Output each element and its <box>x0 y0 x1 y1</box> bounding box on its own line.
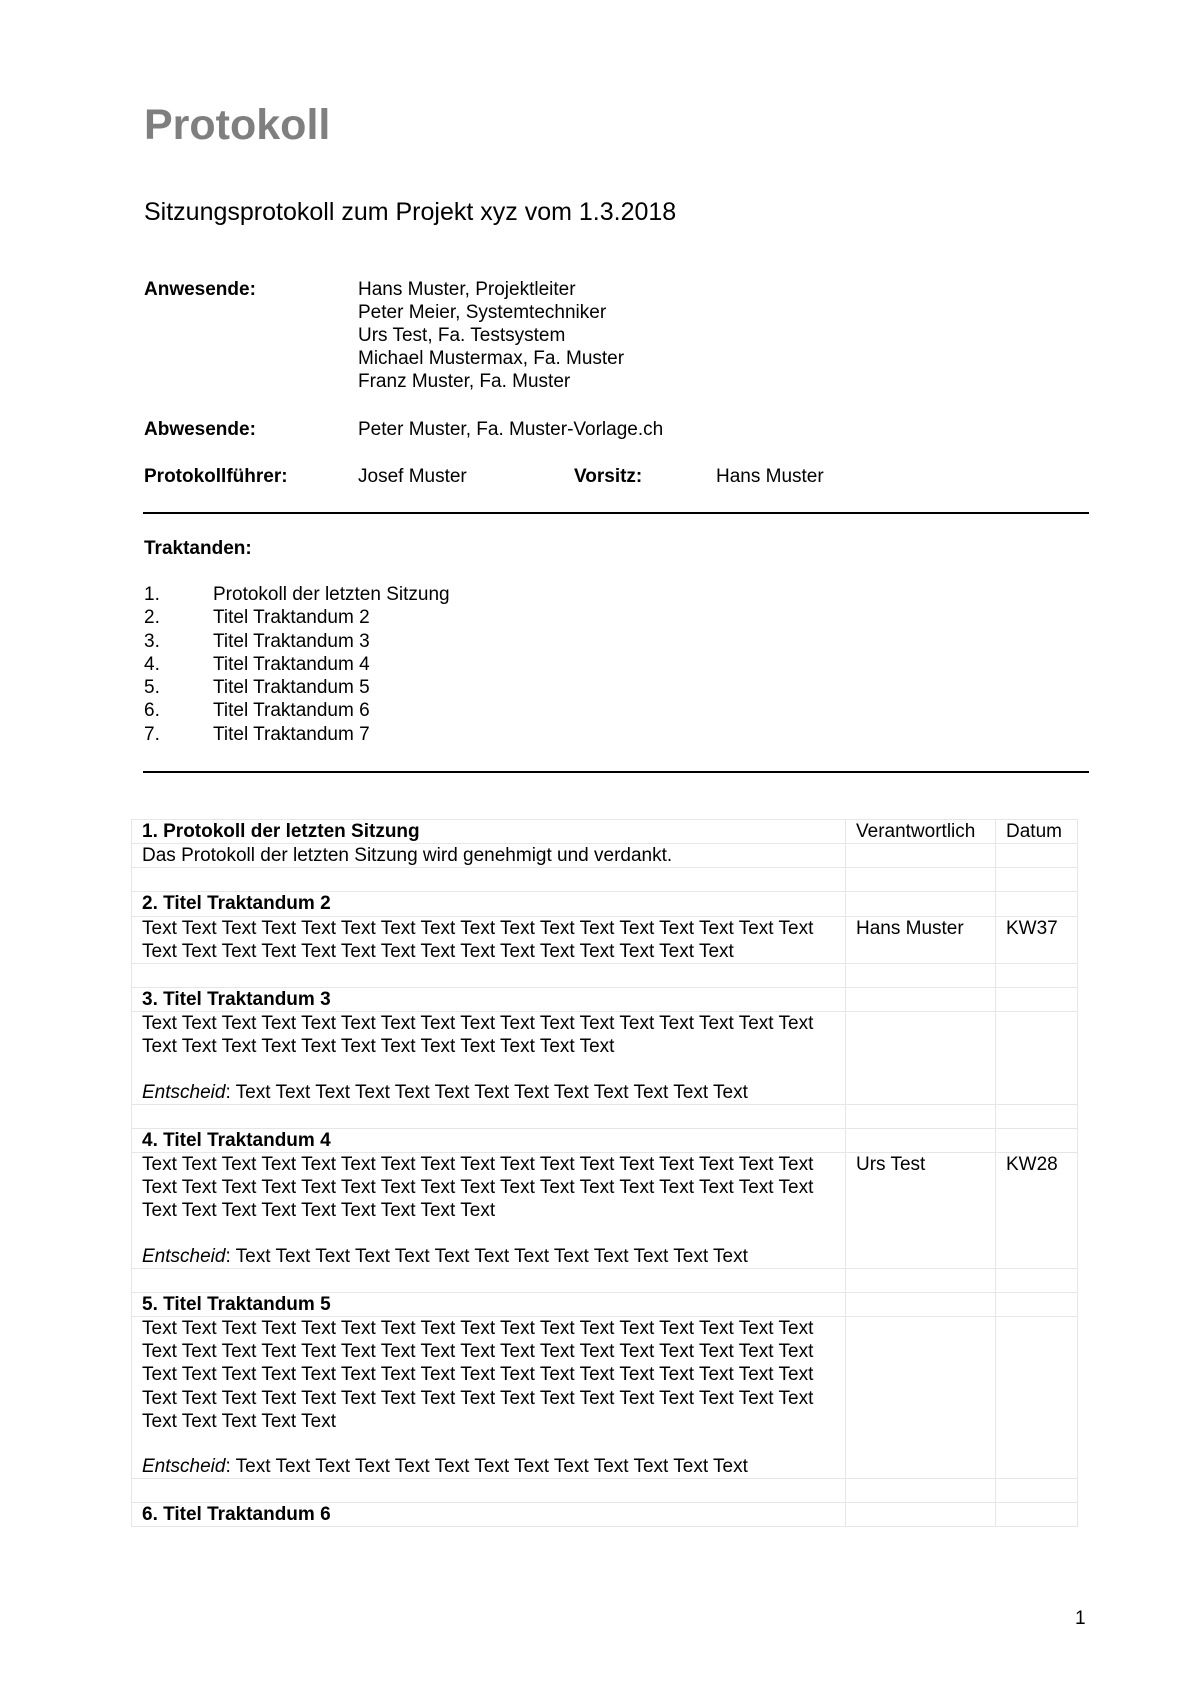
attendee-name: Hans Muster, Projektleiter <box>358 279 576 300</box>
attendee-name: Franz Muster, Fa. Muster <box>358 371 571 392</box>
section-body-cell <box>132 1317 846 1479</box>
responsible-cell: Hans Muster <box>846 916 996 963</box>
section-title: 5. Titel Traktandum 5 <box>132 1292 846 1316</box>
section-title: 3. Titel Traktandum 3 <box>132 988 846 1012</box>
decision <box>142 1455 835 1478</box>
date-cell <box>996 1317 1078 1479</box>
absentees-value: Peter Muster, Fa. Muster-Vorlage.ch <box>358 419 664 440</box>
agenda-item-number: 1. <box>144 584 160 605</box>
responsible-header: Verantwortlich <box>846 820 996 844</box>
section-body: Text Text Text Text Text Text Text Text Text Text Text Text Text Text Text Text Text Text Text Text Text Text Text Text Text Text Text Text Text Text Text Text <box>132 916 846 963</box>
section-title: 4. Titel Traktandum 4 <box>132 1128 846 1152</box>
document-subtitle: Sitzungsprotokoll zum Projekt xyz vom 1.3.2018 <box>144 198 677 226</box>
responsible-cell <box>846 1012 996 1105</box>
agenda-item-text: Titel Traktandum 6 <box>213 700 370 722</box>
agenda-item-text: Titel Traktandum 4 <box>213 653 370 675</box>
decision-label: Entscheid <box>142 1456 226 1478</box>
absentees-label: Abwesende: <box>144 419 256 440</box>
attendees-label: Anwesende: <box>144 279 256 300</box>
date-header: Datum <box>996 820 1078 844</box>
table-row <box>132 1317 1078 1479</box>
spacer-row <box>132 868 1078 892</box>
agenda-item-number: 7. <box>144 723 160 745</box>
spacer-row <box>132 964 1078 988</box>
agenda-item-text: Titel Traktandum 5 <box>213 677 370 699</box>
table-row <box>132 988 1078 1012</box>
section-body-cell <box>132 1012 846 1105</box>
table-row <box>132 1128 1078 1152</box>
chair-label: Vorsitz: <box>574 466 643 487</box>
agenda-item-text: Titel Traktandum 7 <box>213 723 370 745</box>
section-body: Text Text Text Text Text Text Text Text Text Text Text Text Text Text Text Text Text Text Text Text Text Text Text Text Text Text Text Text Text Text Text Text Text Text Text Text Text Text Text Text Text Text Text <box>142 1154 814 1222</box>
minutes-table <box>131 819 1078 1527</box>
section-body: Text Text Text Text Text Text Text Text Text Text Text Text Text Text Text Text Text Text Text Text Text Text Text Text Text Text Text Text Text Text Text Text Text Text Text Text Text Text Text Text Text Text Text Text Text Text Text Text Text Text Text Text Text Text Text Text Text Text Text Text Text Text Text Text Text Text Text Text Text Text Text Text Text <box>142 1318 814 1432</box>
agenda-item-number: 6. <box>144 700 160 722</box>
table-row <box>132 892 1078 916</box>
table-row <box>132 820 1078 844</box>
divider <box>143 512 1089 514</box>
spacer-row <box>132 1268 1078 1292</box>
responsible-cell: Urs Test <box>846 1153 996 1269</box>
decision-text: : Text Text Text Text Text Text Text Text Text Text Text Text Text <box>225 1456 748 1478</box>
table-row <box>132 1292 1078 1316</box>
decision-label: Entscheid <box>142 1245 226 1267</box>
chair-value: Hans Muster <box>716 466 824 487</box>
document-title: Protokoll <box>144 101 331 149</box>
date-cell <box>996 844 1078 868</box>
date-cell: KW37 <box>996 916 1078 963</box>
attendees-list <box>358 278 624 393</box>
decision <box>142 1081 835 1104</box>
minutes-taker-value: Josef Muster <box>358 466 467 487</box>
agenda-item-text: Titel Traktandum 3 <box>213 630 370 652</box>
agenda-item-text: Protokoll der letzten Sitzung <box>213 584 450 605</box>
attendee-name: Urs Test, Fa. Testsystem <box>358 325 566 346</box>
responsible-cell <box>846 844 996 868</box>
section-title: 6. Titel Traktandum 6 <box>132 1503 846 1527</box>
minutes-taker-label: Protokollführer: <box>144 466 288 487</box>
decision <box>142 1245 835 1268</box>
attendee-name: Peter Meier, Systemtechniker <box>358 302 607 323</box>
agenda-title: Traktanden: <box>144 538 252 559</box>
section-title: 1. Protokoll der letzten Sitzung <box>132 820 846 844</box>
date-cell: KW28 <box>996 1153 1078 1269</box>
section-body: Das Protokoll der letzten Sitzung wird genehmigt und verdankt. <box>132 844 846 868</box>
table-row <box>132 1012 1078 1105</box>
spacer-row <box>132 1479 1078 1503</box>
section-body: Text Text Text Text Text Text Text Text Text Text Text Text Text Text Text Text Text Text Text Text Text Text Text Text Text Text Text Text Text <box>142 1013 814 1058</box>
table-row <box>132 916 1078 963</box>
decision-text: : Text Text Text Text Text Text Text Text Text Text Text Text Text <box>225 1081 748 1103</box>
agenda-item-number: 2. <box>144 607 160 629</box>
agenda-item-text: Titel Traktandum 2 <box>213 607 370 629</box>
responsible-cell <box>846 1317 996 1479</box>
agenda-item-number: 4. <box>144 653 160 675</box>
decision-text: : Text Text Text Text Text Text Text Text Text Text Text Text Text <box>225 1245 748 1267</box>
agenda-item-number: 5. <box>144 677 160 699</box>
decision-label: Entscheid <box>142 1081 226 1103</box>
section-title: 2. Titel Traktandum 2 <box>132 892 846 916</box>
section-body-cell <box>132 1153 846 1269</box>
table-row <box>132 1153 1078 1269</box>
table-row <box>132 1503 1078 1527</box>
spacer-row <box>132 1104 1078 1128</box>
date-cell <box>996 1012 1078 1105</box>
attendee-name: Michael Mustermax, Fa. Muster <box>358 348 625 369</box>
agenda-item-number: 3. <box>144 630 160 652</box>
divider <box>143 771 1089 773</box>
table-row <box>132 844 1078 868</box>
page-number: 1 <box>1075 1608 1086 1629</box>
